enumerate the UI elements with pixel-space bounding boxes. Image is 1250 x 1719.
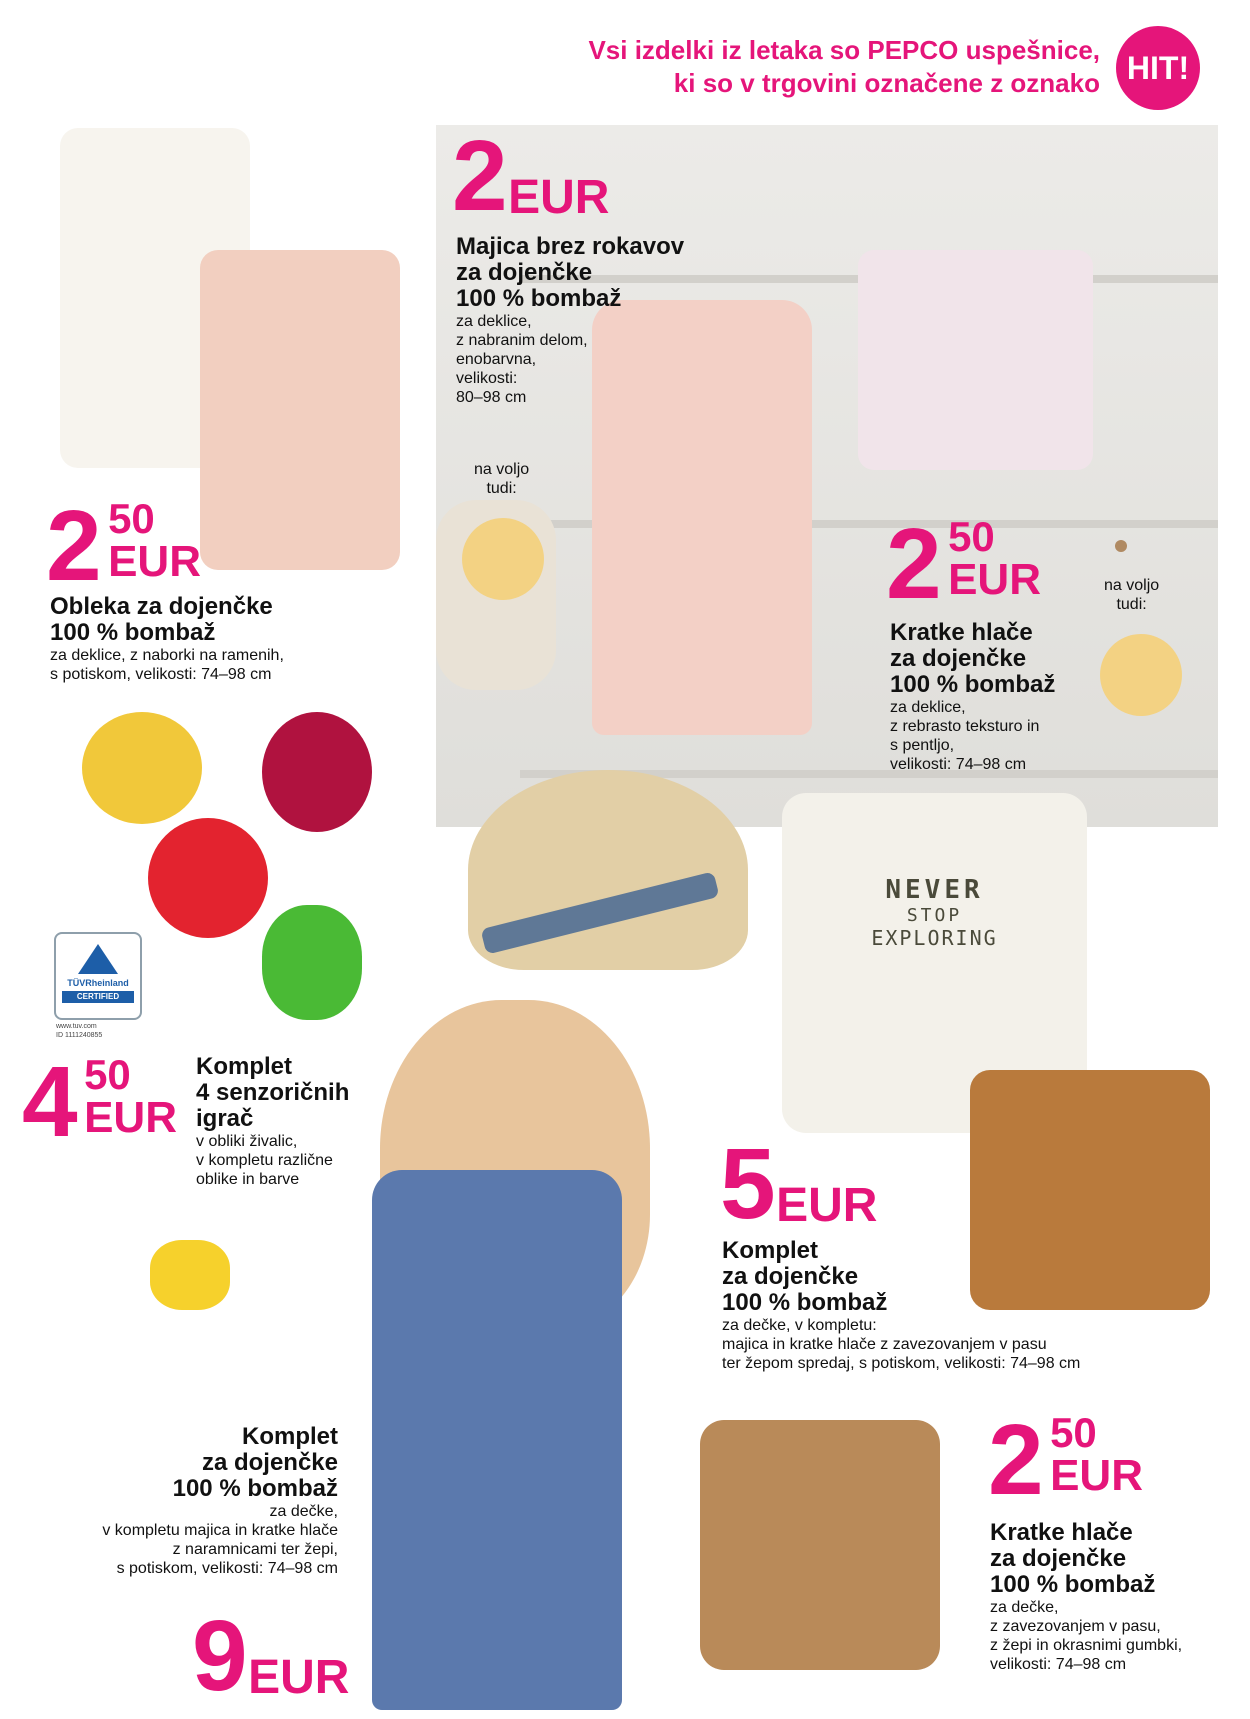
toys-desc-2: v kompletu različne — [196, 1152, 333, 1169]
toy-hedgehog-image — [262, 712, 372, 832]
pink-dress-image — [200, 250, 400, 570]
tanktop-avail-1: na voljo — [474, 461, 530, 478]
toy-yellow-image — [150, 1240, 230, 1310]
tanktop-desc-3: enobarvna, — [456, 351, 537, 368]
tanktop-desc-2: z nabranim delom, — [456, 332, 588, 349]
boy-shorts-price-cents: 50 — [1050, 1409, 1097, 1456]
overalls-set-title-2: za dojenčke — [201, 1449, 338, 1476]
tanktop-avail-2: tudi: — [486, 480, 517, 497]
boy-shorts-desc-3: z žepi in okrasnimi gumbki, — [990, 1637, 1183, 1654]
tanktop-price — [452, 120, 610, 232]
toys-price-cents: 50 — [84, 1051, 131, 1098]
girl-shorts-price-unit: EUR — [948, 555, 1041, 604]
boy-shorts-title-3: 100 % bombaž — [990, 1571, 1156, 1598]
tanktop-price-unit: EUR — [508, 171, 610, 224]
dress-info — [50, 594, 284, 684]
tanktop-desc-5: 80–98 cm — [456, 389, 527, 406]
header-line-2: ki so v trgovini označene z oznako — [673, 68, 1100, 98]
boy-shorts-desc-4: velikosti: 74–98 cm — [990, 1656, 1127, 1673]
girl-shorts-avail-1: na voljo — [1104, 577, 1160, 594]
tanktop-info — [456, 234, 684, 407]
dress-price-cents: 50 — [108, 495, 155, 542]
blue-overalls-image — [372, 1170, 622, 1710]
tuv-certification-badge — [54, 932, 142, 1020]
overalls-set-title-3: 100 % bombaž — [172, 1475, 338, 1502]
girl-shorts-price-main: 2 — [886, 508, 938, 620]
girl-shorts-desc-2: z rebrasto teksturo in — [890, 718, 1040, 735]
tshirt-print-stop: STOP — [906, 905, 963, 926]
boy-shorts-desc-2: z zavezovanjem v pasu, — [990, 1618, 1161, 1635]
toys-desc-3: oblike in barve — [196, 1171, 300, 1188]
boy-shorts-desc-1: za dečke, — [990, 1599, 1059, 1616]
dress-price — [46, 490, 201, 602]
boy-shorts-price-unit: EUR — [1050, 1451, 1143, 1500]
toys-desc-1: v obliki živalic, — [196, 1133, 298, 1150]
toys-title-3: igrač — [196, 1105, 254, 1132]
dress-desc-2: s potiskom, velikosti: 74–98 cm — [50, 666, 272, 683]
tshirt-set-desc-2: majica in kratke hlače z zavezovanjem v pasu — [722, 1336, 1047, 1353]
drawer-knob — [1115, 540, 1127, 552]
girl-shorts-color-swatch — [1100, 634, 1182, 716]
toys-price-main: 4 — [22, 1046, 74, 1158]
tanktop-availability — [474, 460, 529, 498]
tshirt-set-title-2: za dojenčke — [722, 1263, 859, 1290]
lilac-shorts-image — [858, 250, 1093, 470]
boy-shorts-title-2: za dojenčke — [990, 1545, 1127, 1572]
header-line-1: Vsi izdelki iz letaka so PEPCO uspešnice, — [588, 35, 1100, 65]
girl-shorts-title-3: 100 % bombaž — [890, 671, 1056, 698]
overalls-set-desc-3: z naramnicami ter žepi, — [172, 1541, 338, 1558]
dress-price-main: 2 — [46, 490, 98, 602]
overalls-set-info — [60, 1424, 338, 1578]
dress-price-unit: EUR — [108, 537, 201, 586]
toys-title-1: Komplet — [196, 1053, 292, 1080]
overalls-set-desc-2: v kompletu majica in kratke hlače — [102, 1522, 338, 1539]
toys-price — [22, 1046, 177, 1158]
dress-desc-1: za deklice, z naborki na ramenih, — [50, 647, 284, 664]
girl-shorts-info — [890, 620, 1055, 774]
toy-crocodile-image — [262, 905, 362, 1020]
boy-shorts-price-main: 2 — [988, 1404, 1040, 1516]
toys-price-unit: EUR — [84, 1093, 177, 1142]
toys-info — [196, 1054, 349, 1189]
overalls-set-desc-4: s potiskom, velikosti: 74–98 cm — [116, 1560, 338, 1577]
girl-shorts-desc-1: za deklice, — [890, 699, 966, 716]
dress-title-1: Obleka za dojenčke — [50, 593, 273, 620]
tuv-url: www.tuv.com — [56, 1023, 97, 1030]
tshirt-set-desc-3: ter žepom spredaj, s potiskom, velikosti: 74–98 cm — [722, 1355, 1081, 1372]
tanktop-desc-4: velikosti: — [456, 370, 518, 387]
boy-shorts-info — [990, 1520, 1182, 1674]
girl-shorts-availability — [1104, 576, 1159, 614]
tshirt-set-price-unit: EUR — [776, 1179, 878, 1232]
toy-lion-image — [82, 712, 202, 824]
girl-shorts-price-cents: 50 — [948, 513, 995, 560]
toys-title-2: 4 senzoričnih — [196, 1079, 350, 1106]
tshirt-set-title-3: 100 % bombaž — [722, 1289, 888, 1316]
toy-bird-image — [148, 818, 268, 938]
tanktop-title-1: Majica brez rokavov — [456, 233, 685, 260]
tshirt-set-title-1: Komplet — [722, 1237, 818, 1264]
girl-shorts-title-2: za dojenčke — [890, 645, 1027, 672]
tuv-id: ID 1111240855 — [56, 1032, 103, 1039]
girl-shorts-desc-4: velikosti: 74–98 cm — [890, 756, 1027, 773]
girl-shorts-title-1: Kratke hlače — [890, 619, 1033, 646]
tshirt-set-price — [720, 1128, 878, 1240]
tuv-brand: TÜVRheinland — [67, 978, 129, 988]
tshirt-print-exploring: EXPLORING — [871, 926, 998, 950]
tanktop-desc-1: za deklice, — [456, 313, 532, 330]
overalls-set-title-1: Komplet — [242, 1423, 338, 1450]
boy-shorts-title-1: Kratke hlače — [990, 1519, 1133, 1546]
overalls-set-price-unit: EUR — [248, 1651, 350, 1704]
tuv-triangle-icon — [78, 944, 118, 974]
dress-title-2: 100 % bombaž — [50, 619, 216, 646]
tuv-info — [56, 1022, 102, 1040]
tan-shorts-image — [700, 1420, 940, 1670]
tanktop-color-swatch — [462, 518, 544, 600]
tshirt-set-desc-1: za dečke, v kompletu: — [722, 1317, 877, 1334]
tuv-certified-label: CERTIFIED — [62, 991, 134, 1003]
overalls-set-price — [192, 1600, 350, 1712]
girl-shorts-price — [886, 508, 1041, 620]
overalls-set-price-main: 9 — [192, 1600, 244, 1712]
tanktop-price-main: 2 — [452, 120, 504, 232]
tshirt-set-info — [722, 1238, 1080, 1373]
girl-shorts-desc-3: s pentljo, — [890, 737, 955, 754]
tanktop-title-3: 100 % bombaž — [456, 285, 622, 312]
tshirt-set-price-main: 5 — [720, 1128, 772, 1240]
tshirt-print-never: NEVER — [885, 875, 984, 905]
hit-badge: HIT! — [1116, 26, 1200, 110]
header-banner — [588, 34, 1100, 100]
overalls-set-desc-1: za dečke, — [269, 1503, 338, 1520]
dresser-photo — [436, 120, 1218, 827]
boy-shorts-price — [988, 1404, 1143, 1516]
girl-shorts-avail-2: tudi: — [1116, 596, 1147, 613]
tanktop-title-2: za dojenčke — [456, 259, 593, 286]
